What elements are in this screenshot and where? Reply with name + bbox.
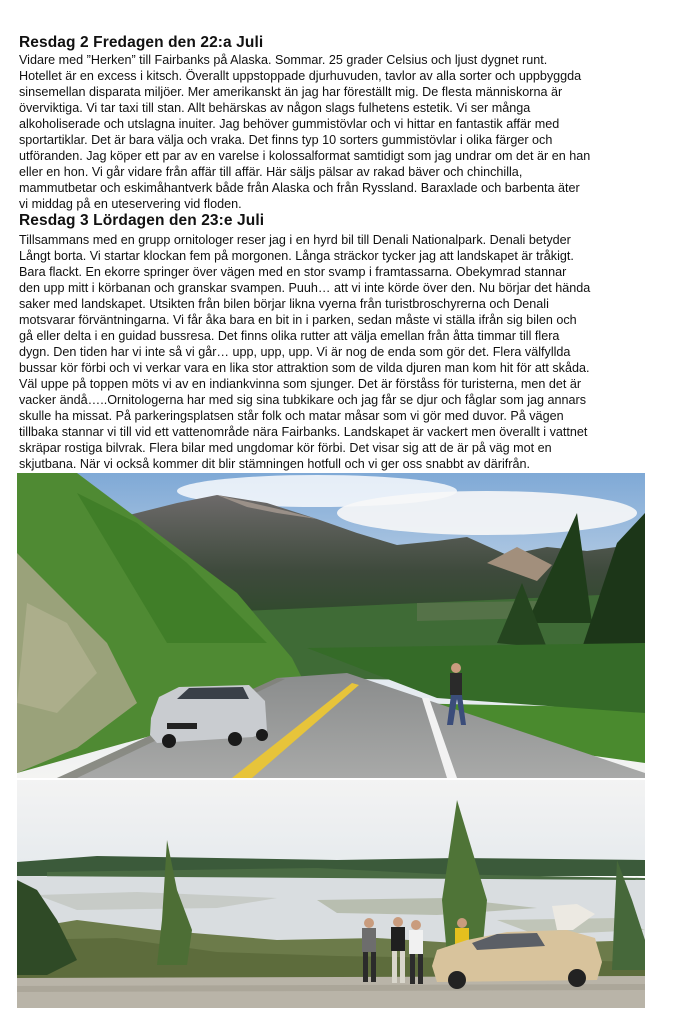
day2-line: sportartiklar. Det är bara välja och vraka. Det finns typ 10 sorters gummistövlar i olika färger och	[19, 133, 553, 147]
denali-road-photo	[17, 473, 645, 778]
day3-line: bussar kör förbi och vi verkar vara en lika stor attraktion som de vilda djuren man kom hit för att skåda.	[19, 361, 590, 375]
day2-line: eller en hon. Vi går vidare från affär till affär. Här säljs pälsar av rakad bäver och chinchilla,	[19, 165, 523, 179]
day2-line: sinsemellan disparata miljöer. Mer amerikanskt än jag har föreställt mig. De flesta människorna är	[19, 85, 563, 99]
day3-line: saker med landskapet. Utsikten från bilen börjar likna vyerna från turistbroschyrerna och Denali	[19, 297, 549, 311]
day2-line: överviktiga. Vi tar taxi till stan. Allt behärskas av någon slags fulhetens estetik. Vi ser många	[19, 101, 531, 115]
day2-line: vi middag på en uteservering vid floden.	[19, 197, 242, 211]
day3-line: motsvarar förväntningarna. Vi får åka bara en bit in i parken, sedan måste vi ställa ifrån sig bilen och	[19, 313, 577, 327]
day3-line: tillbaka stannar vi till vid ett vattenområde nära Fairbanks. Landskapet är vackert men överallt i vattnet	[19, 425, 588, 439]
day3-heading: Resdag 3 Lördagen den 23:e Juli	[19, 212, 265, 229]
day3-line: den upp mitt i körbanan och granskar svampen. Puuh… att vi inte körde över den. Nu börjar det hända	[19, 281, 591, 295]
day3-line: Väl uppe på toppen möts vi av en indiankvinna som sjunger. Det är förståss för turisterna, men det är	[19, 377, 582, 391]
day3-line: vacker ändå…..Ornitologerna har med sig sina tubkikare och jag får se djur och fåglar som jag annars	[19, 393, 587, 407]
day2-line: Hotellet är en excess i kitsch. Överallt uppstoppade djurhuvuden, tavlor av alla sorter och uppbyggda	[19, 69, 582, 83]
day3-line: Bara flackt. En ekorre springer över vägen med en stor svamp i framtassarna. Obekymrad stannar	[19, 265, 567, 279]
day2-line: utföranden. Jag köper ett par av en varelse i kolossalformat samtidigt som jag undrar om det är en han	[19, 149, 591, 163]
day2-line: mammutbetar och eskimåhantverk både från Alaska och från Ryssland. Baraxlade och barbenta äter	[19, 181, 580, 195]
day3-line: gå eller delta i en guidad bussresa. Det finns olika rutter att välja emellan från åtta timmar till flera	[19, 329, 560, 343]
day3-line: dygn. Den tiden har vi inte så vi går… upp, upp, upp. Vi är nog de enda som gör det. Flera välfyllda	[19, 345, 571, 359]
day2-heading: Resdag 2 Fredagen den 22:a Juli	[19, 34, 264, 51]
day3-line: skräpar rostiga bilvrak. Flera bilar med ungdomar kör förbi. Det visar sig att de är på väg mot en	[19, 441, 552, 455]
day2-line: Vidare med ”Herken” till Fairbanks på Alaska. Sommar. 25 grader Celsius och ljust dygnet runt.	[19, 53, 548, 67]
day3-line: skjutbana. När vi också kommer dit blir stämningen hotfull och vi ger oss snabbt av därifrån.	[19, 457, 530, 471]
lakeside-photo	[17, 780, 645, 1008]
day3-line: skulle ha missat. På parkeringsplatsen står folk och matar måsar som vi gör med duvor. På vägen	[19, 409, 564, 423]
day2-line: alkoholiserade och utslagna inuiter. Jag behöver gummistövlar och vi hittar en fantastik affär med	[19, 117, 560, 131]
day3-line: Tillsammans med en grupp ornitologer reser jag i en hyrd bil till Denali Nationalpark. Denali betyder	[19, 233, 571, 247]
day3-line: Långt borta. Vi startar klockan fem på morgonen. Långa sträckor tycker jag att landskapet är tråkigt.	[19, 249, 574, 263]
